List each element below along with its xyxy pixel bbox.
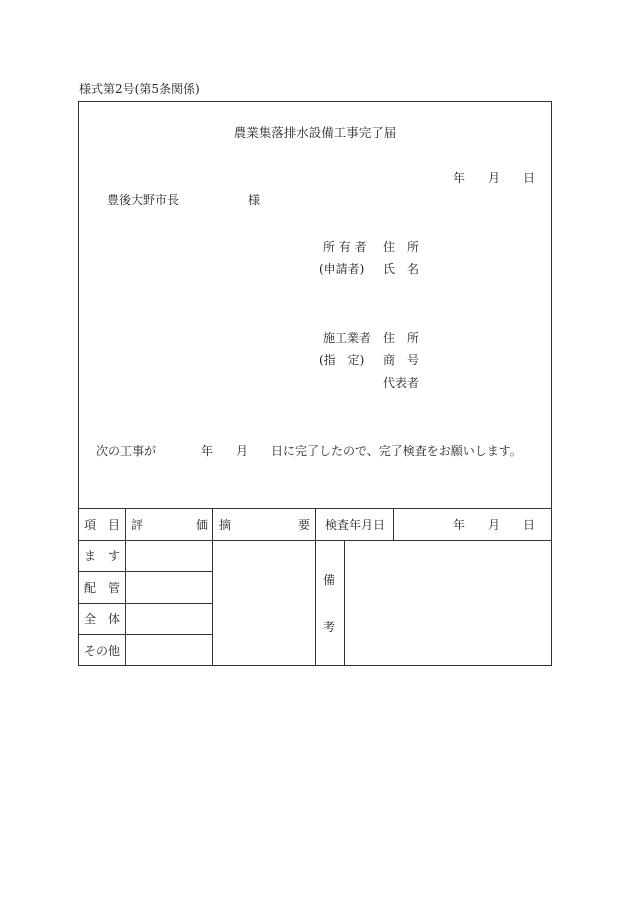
row-label-masu: ま す xyxy=(84,549,121,563)
owner-name-label: 氏 名 xyxy=(383,262,420,276)
statement-year-label: 年 xyxy=(201,444,214,458)
table-row-divider xyxy=(78,571,213,572)
row-label-piping: 配 管 xyxy=(84,581,121,595)
table-column-divider xyxy=(125,508,126,666)
header-year-label: 年 xyxy=(453,518,466,532)
table-row-divider xyxy=(78,603,213,604)
table-row-divider xyxy=(78,634,213,635)
date-year-label: 年 xyxy=(453,171,466,185)
owner-role-label: 所 有 者 xyxy=(323,240,367,254)
form-title: 農業集落排水設備工事完了届 xyxy=(233,125,397,140)
table-column-divider xyxy=(393,508,394,540)
header-summary-right: 要 xyxy=(298,518,311,532)
contractor-role-label: 施工業者 xyxy=(323,331,372,345)
table-column-divider xyxy=(212,508,213,666)
header-item: 項 目 xyxy=(84,518,121,532)
date-day-label: 日 xyxy=(523,171,536,185)
owner-address-label: 住 所 xyxy=(383,240,420,254)
header-day-label: 日 xyxy=(523,518,536,532)
owner-applicant-label: (申請者) xyxy=(319,262,365,276)
header-inspection-date: 検査年月日 xyxy=(325,518,386,532)
statement-suffix: 日に完了したので、完了検査をお願いします。 xyxy=(271,444,522,458)
remarks-label-bottom: 考 xyxy=(323,620,336,634)
contractor-representative-label: 代表者 xyxy=(383,376,420,390)
date-month-label: 月 xyxy=(488,171,501,185)
row-label-overall: 全 体 xyxy=(84,612,121,626)
table-column-divider xyxy=(315,508,316,666)
contractor-designated-label: (指 定) xyxy=(319,353,365,367)
contractor-address-label: 住 所 xyxy=(383,331,420,345)
statement-month-label: 月 xyxy=(236,444,249,458)
remarks-label-top: 備 xyxy=(323,573,336,587)
contractor-trade-name-label: 商 号 xyxy=(383,353,420,367)
header-summary-left: 摘 xyxy=(219,518,232,532)
table-column-divider xyxy=(344,540,345,666)
header-month-label: 月 xyxy=(488,518,501,532)
statement-prefix: 次の工事が xyxy=(96,444,157,458)
addressee-honorific: 様 xyxy=(248,193,261,207)
addressee-name: 豊後大野市長 xyxy=(107,193,180,207)
form-number-label: 様式第2号(第5条関係) xyxy=(79,82,200,96)
header-evaluation-right: 価 xyxy=(196,518,209,532)
header-evaluation-left: 評 xyxy=(131,518,144,532)
row-label-other: その他 xyxy=(84,644,121,658)
